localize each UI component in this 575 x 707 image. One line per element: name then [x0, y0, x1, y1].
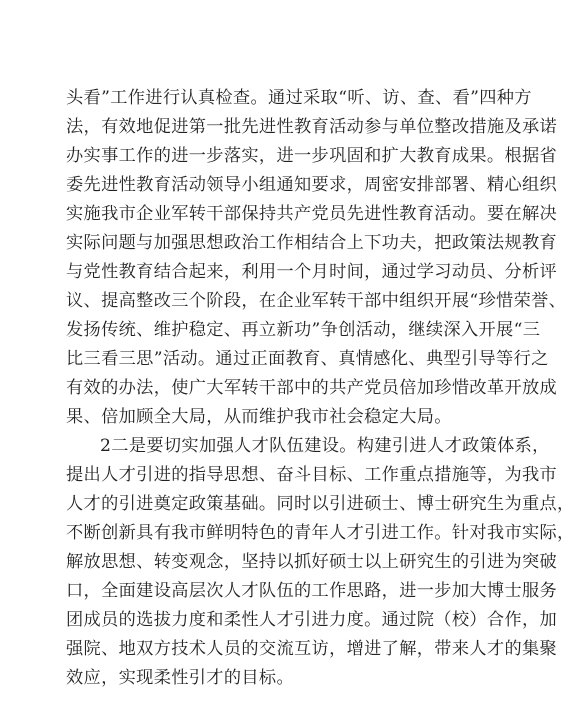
text-line: 提出人才引进的指导思想、奋斗目标、工作重点措施等，为我市 — [66, 465, 558, 485]
text-line: 与党性教育结合起来，利用一个月时间，通过学习动员、分析评 — [66, 262, 558, 282]
text-line: 解放思想、转变观念，坚持以抓好硕士以上研究生的引进为突破 — [66, 552, 558, 572]
text-line: 团成员的选拔力度和柔性人才引进力度。通过院（校）合作，加 — [66, 610, 558, 630]
text-line: 有效的办法，使广大军转干部中的共产党员倍加珍惜改革开放成 — [66, 378, 558, 398]
text-line: 果、倍加顾全大局，从而维护我市社会稳定大局。 — [66, 407, 452, 427]
text-line: 议、提高整改三个阶段，在企业军转干部中组织开展“珍惜荣誉、 — [66, 291, 567, 311]
text-line: 头看”工作进行认真检查。通过采取“听、访、查、看”四种方 — [66, 88, 532, 108]
text-line: 人才的引进奠定政策基础。同时以引进硕士、博士研究生为重点， — [66, 494, 575, 514]
text-line: 发扬传统、维护稳定、再立新功”争创活动，继续深入开展“三 — [66, 320, 541, 340]
text-line: 效应，实现柔性引才的目标。 — [66, 668, 294, 688]
text-line: 比三看三思”活动。通过正面教育、真情感化、典型引导等行之 — [66, 349, 549, 369]
text-line: 委先进性教育活动领导小组通知要求，周密安排部署、精心组织 — [66, 175, 558, 195]
text-line: 实际问题与加强思想政治工作相结合上下功夫，把政策法规教育 — [66, 233, 558, 253]
text-line: 实施我市企业军转干部保持共产党员先进性教育活动。要在解决 — [66, 204, 558, 224]
text-line: 口，全面建设高层次人才队伍的工作思路，进一步加大博士服务 — [66, 581, 558, 601]
text-line: 2二是要切实加强人才队伍建设。构建引进人才政策体系， — [100, 436, 550, 456]
text-line: 办实事工作的进一步落实，进一步巩固和扩大教育成果。根据省 — [66, 146, 558, 166]
text-line: 强院、地双方技术人员的交流互访，增进了解，带来人才的集聚 — [66, 639, 558, 659]
text-line: 不断创新具有我市鲜明特色的青年人才引进工作。针对我市实际， — [66, 523, 575, 543]
text-line: 法，有效地促进第一批先进性教育活动参与单位整改措施及承诺 — [66, 117, 558, 137]
